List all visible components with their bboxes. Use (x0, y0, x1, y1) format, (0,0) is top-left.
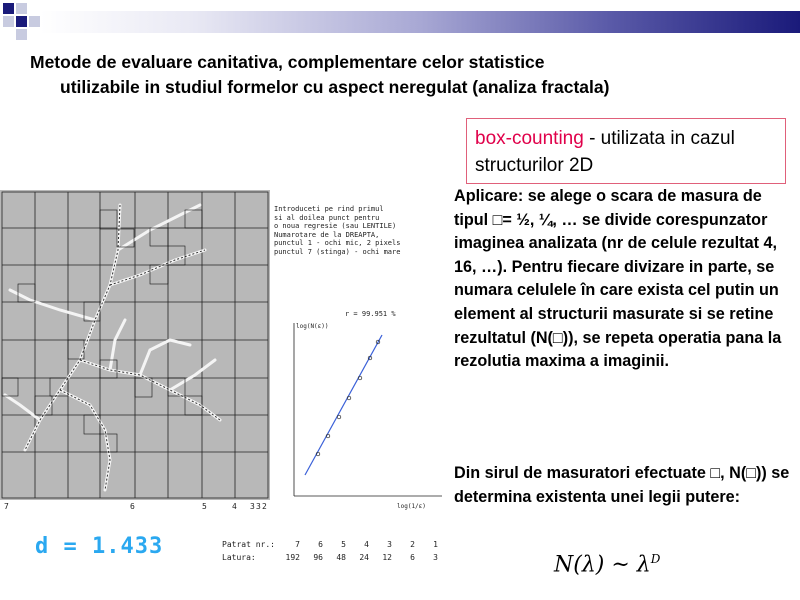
power-law-formula (554, 552, 660, 577)
instruction-line: Introduceti pe rind primul (274, 205, 384, 213)
table-cell: 48 (336, 553, 346, 562)
scan-label: 4 (232, 502, 237, 511)
title-line-2: utilizabile in studiul formelor cu aspect neregulat (analiza fractala) (60, 77, 610, 97)
scan-label: 3 (256, 502, 261, 511)
callout-text: - utilizata in cazul structurilor 2D (475, 128, 735, 176)
corner-square (3, 16, 14, 27)
table-cell: 4 (364, 540, 369, 549)
paragraph-application: Aplicare: se alege o scara de masura de tipul □= ½, ¼, … se divide corespunzator imaginea analizata (nr de celule rezultat 4, 16, …). Pentru fiecare divizare in parte, se numara celulele în care exista cel putin un element al structurii masurate si se retine rezultatul (N(□)), se repeta operatia pana la rezolutia maxima a imaginii. (454, 187, 782, 371)
table-cell: 12 (382, 553, 392, 562)
callout-highlight: box-counting (475, 128, 584, 149)
corner-square (16, 16, 27, 27)
table-row-label: Latura: (222, 553, 256, 562)
table-cell: 1 (433, 540, 438, 549)
instruction-line: punctul 1 - ochi mic, 2 pixels (274, 239, 401, 248)
table-cell: 3 (387, 540, 392, 549)
corner-square (29, 16, 40, 27)
table-row (222, 551, 438, 564)
instruction-line: punctul 7 (stinga) - ochi mare (274, 247, 401, 256)
table-row-label: Patrat nr.: (222, 540, 275, 549)
scan-label: 6 (130, 502, 135, 511)
slide-title (30, 50, 790, 100)
table-cell: 6 (410, 553, 415, 562)
table-cell: 192 (285, 553, 300, 562)
corner-square (16, 3, 27, 14)
table-cell: 96 (313, 553, 323, 562)
paragraph-power-law: Din sirul de masuratori efectuate □, N(□)) se determina existenta unei legii putere: (454, 464, 790, 506)
table-row (222, 538, 438, 551)
instruction-line: Numarotare de la DREAPTA, (274, 230, 380, 239)
table-cell: 5 (341, 540, 346, 549)
scan-label: 7 (4, 502, 9, 511)
formula-op: ~ (611, 552, 630, 578)
plot-y-axis-label: log(N(ε)) (296, 323, 329, 330)
box-counting-callout (466, 118, 786, 184)
formula-base: λ (636, 552, 651, 578)
title-line-1: Metode de evaluare canitativa, complementare celor statistice (30, 52, 545, 72)
table-cell: 3 (433, 553, 438, 562)
plot-x-axis-label: log(1/ε) (397, 503, 426, 510)
table-cell: 2 (410, 540, 415, 549)
header-band (40, 11, 800, 33)
formula-lhs: N(λ) (554, 552, 605, 578)
instruction-line: o noua regresie (sau LENTILE) (274, 222, 397, 231)
formula-exponent: D (650, 552, 661, 566)
program-instructions (274, 205, 400, 257)
scan-label: 2 (262, 502, 267, 511)
plot-r-value: r = 99.951 % (345, 310, 396, 318)
instruction-line: si al doilea punct pentru (274, 213, 380, 222)
table-cell: 24 (359, 553, 369, 562)
corner-square (16, 29, 27, 40)
table-cell: 7 (295, 540, 300, 549)
table-cell: 6 (318, 540, 323, 549)
corner-square (3, 3, 14, 14)
scan-label: 5 (202, 502, 207, 511)
scan-label: 3 (250, 502, 255, 511)
box-count-table (222, 538, 438, 564)
fractal-dimension-value: d = 1.433 (35, 534, 164, 559)
